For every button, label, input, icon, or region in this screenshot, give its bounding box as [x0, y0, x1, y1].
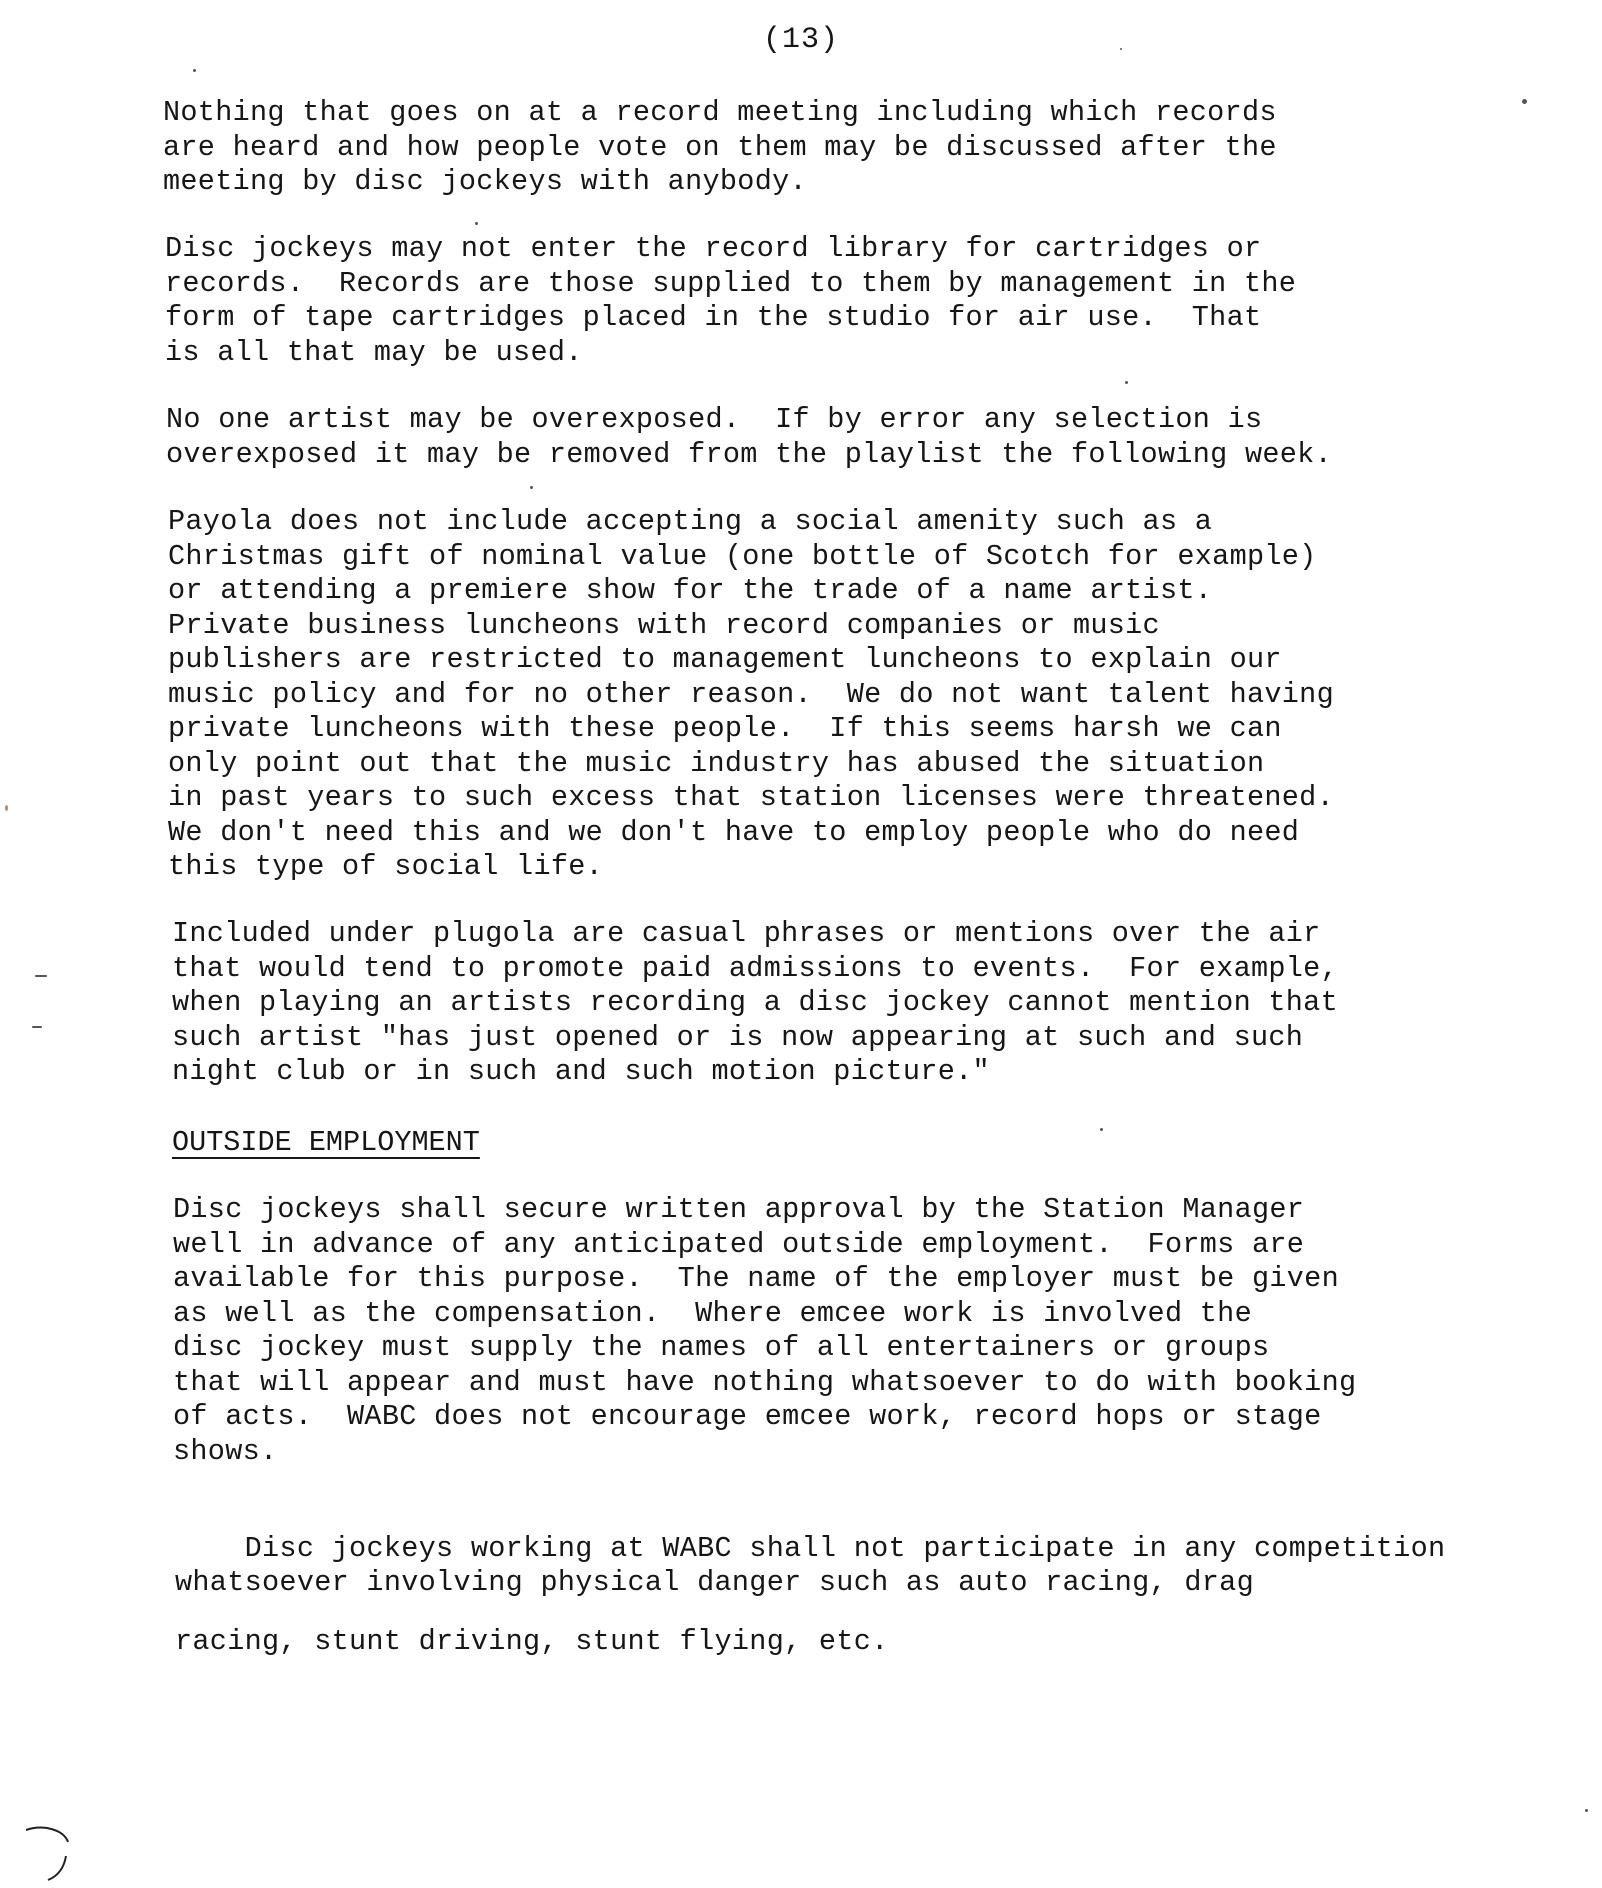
scan-corner-mark: [22, 1822, 82, 1882]
scan-speck: [5, 805, 8, 811]
scan-speck: [193, 69, 196, 72]
paragraph-record-library: Disc jockeys may not enter the record library for cartridges or records. Records are those supplied to them by management in the form of tape cartridges placed in the studio for air use. That is all that may be used.: [165, 232, 1297, 369]
scan-speck: [1120, 48, 1122, 50]
paragraph-physical-danger: [175, 1497, 1445, 1729]
paragraph-physical-danger-lines: Disc jockeys working at WABC shall not participate in any competition whatsoever involving physical danger such as auto racing, drag: [175, 1531, 1446, 1599]
scan-speck: [1125, 381, 1128, 384]
section-heading-outside-employment: OUTSIDE EMPLOYMENT: [172, 1126, 480, 1159]
page-number: (13): [762, 23, 839, 57]
paragraph-payola: Payola does not include accepting a social amenity such as a Christmas gift of nominal value (one bottle of Scotch for example) or attending a premiere show for the trade of a name artist. Private business luncheons with record companies or music publishers are restricted to management luncheons to explain our music policy and for no other reason. We do not want talent having private luncheons with these people. If this seems harsh we can only point out that the music industry has abused the situation in past years to such excess that station licenses were threatened. We don't need this and we don't have to employ people who do need this type of social life.: [168, 505, 1334, 883]
scan-speck: [1585, 1809, 1588, 1812]
scan-speck: [35, 975, 47, 977]
scan-speck: [1100, 1128, 1103, 1131]
paragraph-record-meeting: Nothing that goes on at a record meeting including which records are heard and how people vote on them may be discussed after the meeting by disc jockeys with anybody.: [163, 96, 1277, 198]
paragraph-physical-danger-last-line: racing, stunt driving, stunt flying, etc.: [175, 1625, 889, 1658]
scan-speck: [475, 222, 478, 225]
paragraph-outside-employment: Disc jockeys shall secure written approval by the Station Manager well in advance of any anticipated outside employment. Forms are available for this purpose. The name of the employer must be given as well as the compensation. Where emcee work is involved the disc jockey must supply the names of all entertainers or groups that will appear and must have nothing whatsoever to do with booking of acts. WABC does not encourage emcee work, record hops or stage shows.: [173, 1193, 1357, 1468]
scan-speck: [32, 1026, 42, 1028]
scan-speck: [530, 486, 533, 489]
paragraph-overexposure: No one artist may be overexposed. If by error any selection is overexposed it may be removed from the playlist the following week.: [166, 403, 1332, 471]
scan-speck: [1522, 99, 1527, 104]
paragraph-plugola: Included under plugola are casual phrases or mentions over the air that would tend to promote paid admissions to events. For example, when playing an artists recording a disc jockey cannot mention that such artist "has just opened or is now appearing at such and such night club or in such and such motion picture.": [172, 917, 1338, 1088]
